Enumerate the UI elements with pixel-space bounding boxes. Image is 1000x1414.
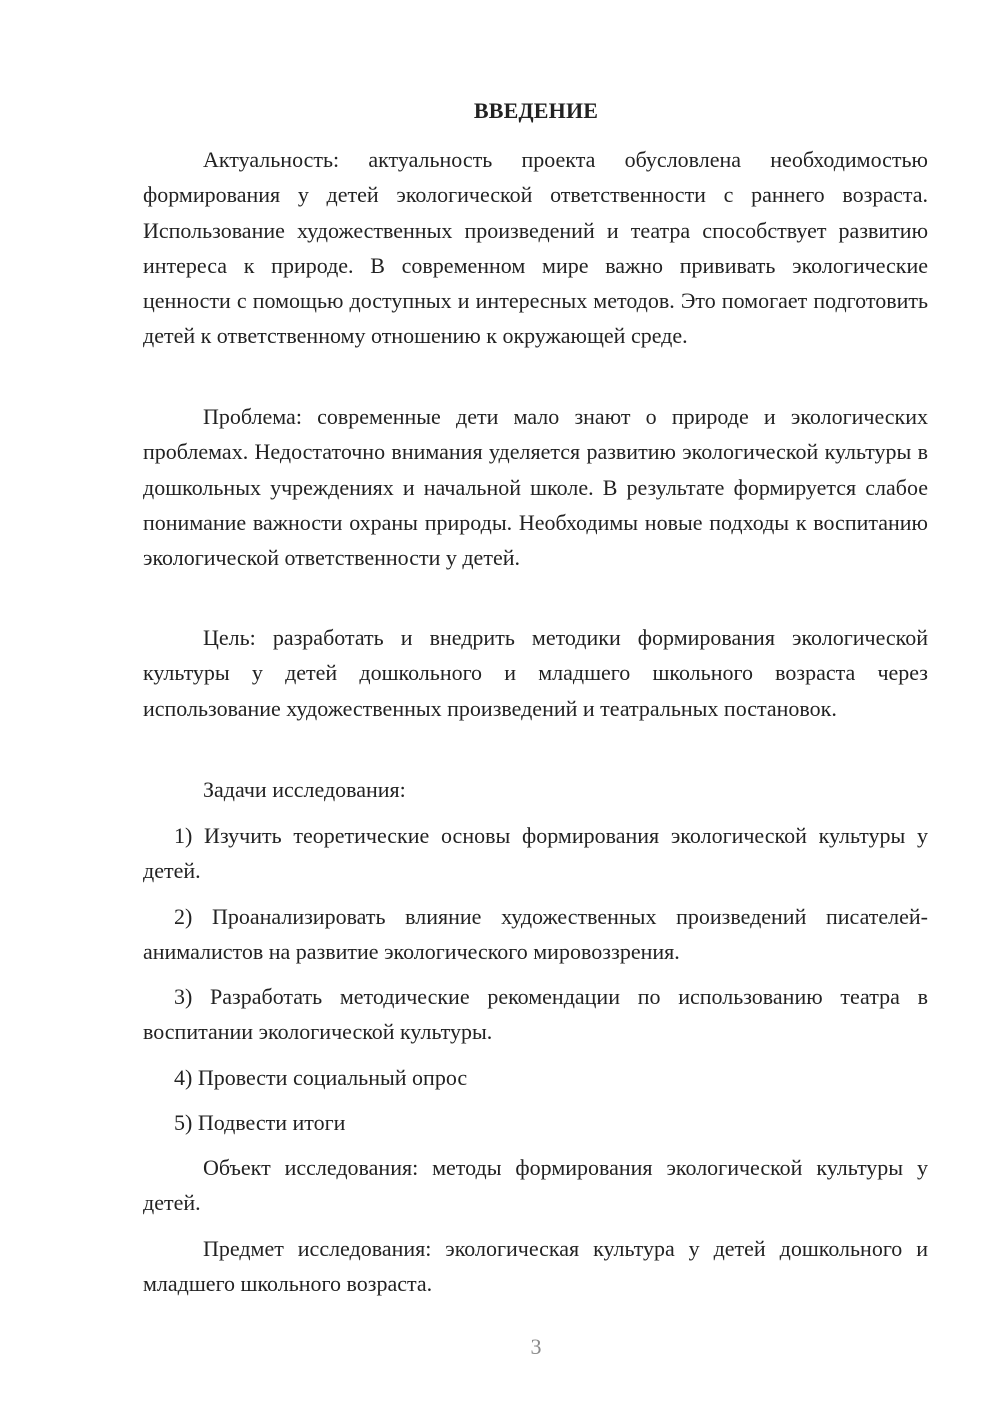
object-paragraph-block: [143, 1150, 928, 1221]
problem-paragraph-block: [143, 399, 928, 575]
relevance-paragraph: Актуальность: актуальность проекта обусловлена необходимостью формирования у детей экологической ответственности с раннего возраста. Использование художественных произведений и театра способствует развитию интереса к природе. В современном мире важно прививать экологические ценности с помощью доступных и интересных методов. Это помогает подготовить детей к ответственному отношению к окружающей среде.: [143, 147, 928, 349]
subject-paragraph: Предмет исследования: экологическая культура у детей дошкольного и младшего школьного возраста.: [143, 1236, 928, 1297]
problem-paragraph: Проблема: современные дети мало знают о природе и экологических проблемах. Недостаточно внимания уделяется развитию экологической культуры в дошкольных учреждениях и начальной школе. В результате формируется слабое понимание важности охраны природы. Необходимы новые подходы к воспитанию экологической ответственности у детей.: [143, 404, 928, 571]
task-item-4: 4) Провести социальный опрос: [174, 1065, 468, 1090]
task-item-3-block: [143, 979, 928, 1050]
task-item-5-block: [143, 1105, 928, 1140]
page-title: ВВЕДЕНИЕ: [473, 98, 599, 123]
task-item-1: 1) Изучить теоретические основы формирования экологической культуры у детей.: [143, 823, 928, 884]
task-item-2: 2) Проанализировать влияние художественных произведений писателей-анималистов на развитие экологического мировоззрения.: [143, 904, 928, 965]
goal-paragraph: Цель: разработать и внедрить методики формирования экологической культуры у детей дошкольного и младшего школьного возраста через использование художественных произведений и театральных постановок.: [143, 625, 928, 721]
relevance-paragraph-block: [143, 142, 928, 354]
task-item-4-block: [143, 1060, 928, 1095]
subject-paragraph-block: [143, 1231, 928, 1302]
task-item-3: 3) Разработать методические рекомендации по использованию театра в воспитании экологической культуры.: [143, 984, 928, 1045]
goal-paragraph-block: [143, 620, 928, 726]
object-paragraph: Объект исследования: методы формирования экологической культуры у детей.: [143, 1155, 928, 1216]
task-item-1-block: [143, 818, 928, 889]
page-number: 3: [530, 1334, 542, 1359]
task-item-5: 5) Подвести итоги: [174, 1110, 346, 1135]
tasks-heading-block: [143, 772, 928, 807]
task-item-2-block: [143, 899, 928, 970]
tasks-heading: Задачи исследования:: [203, 777, 406, 802]
